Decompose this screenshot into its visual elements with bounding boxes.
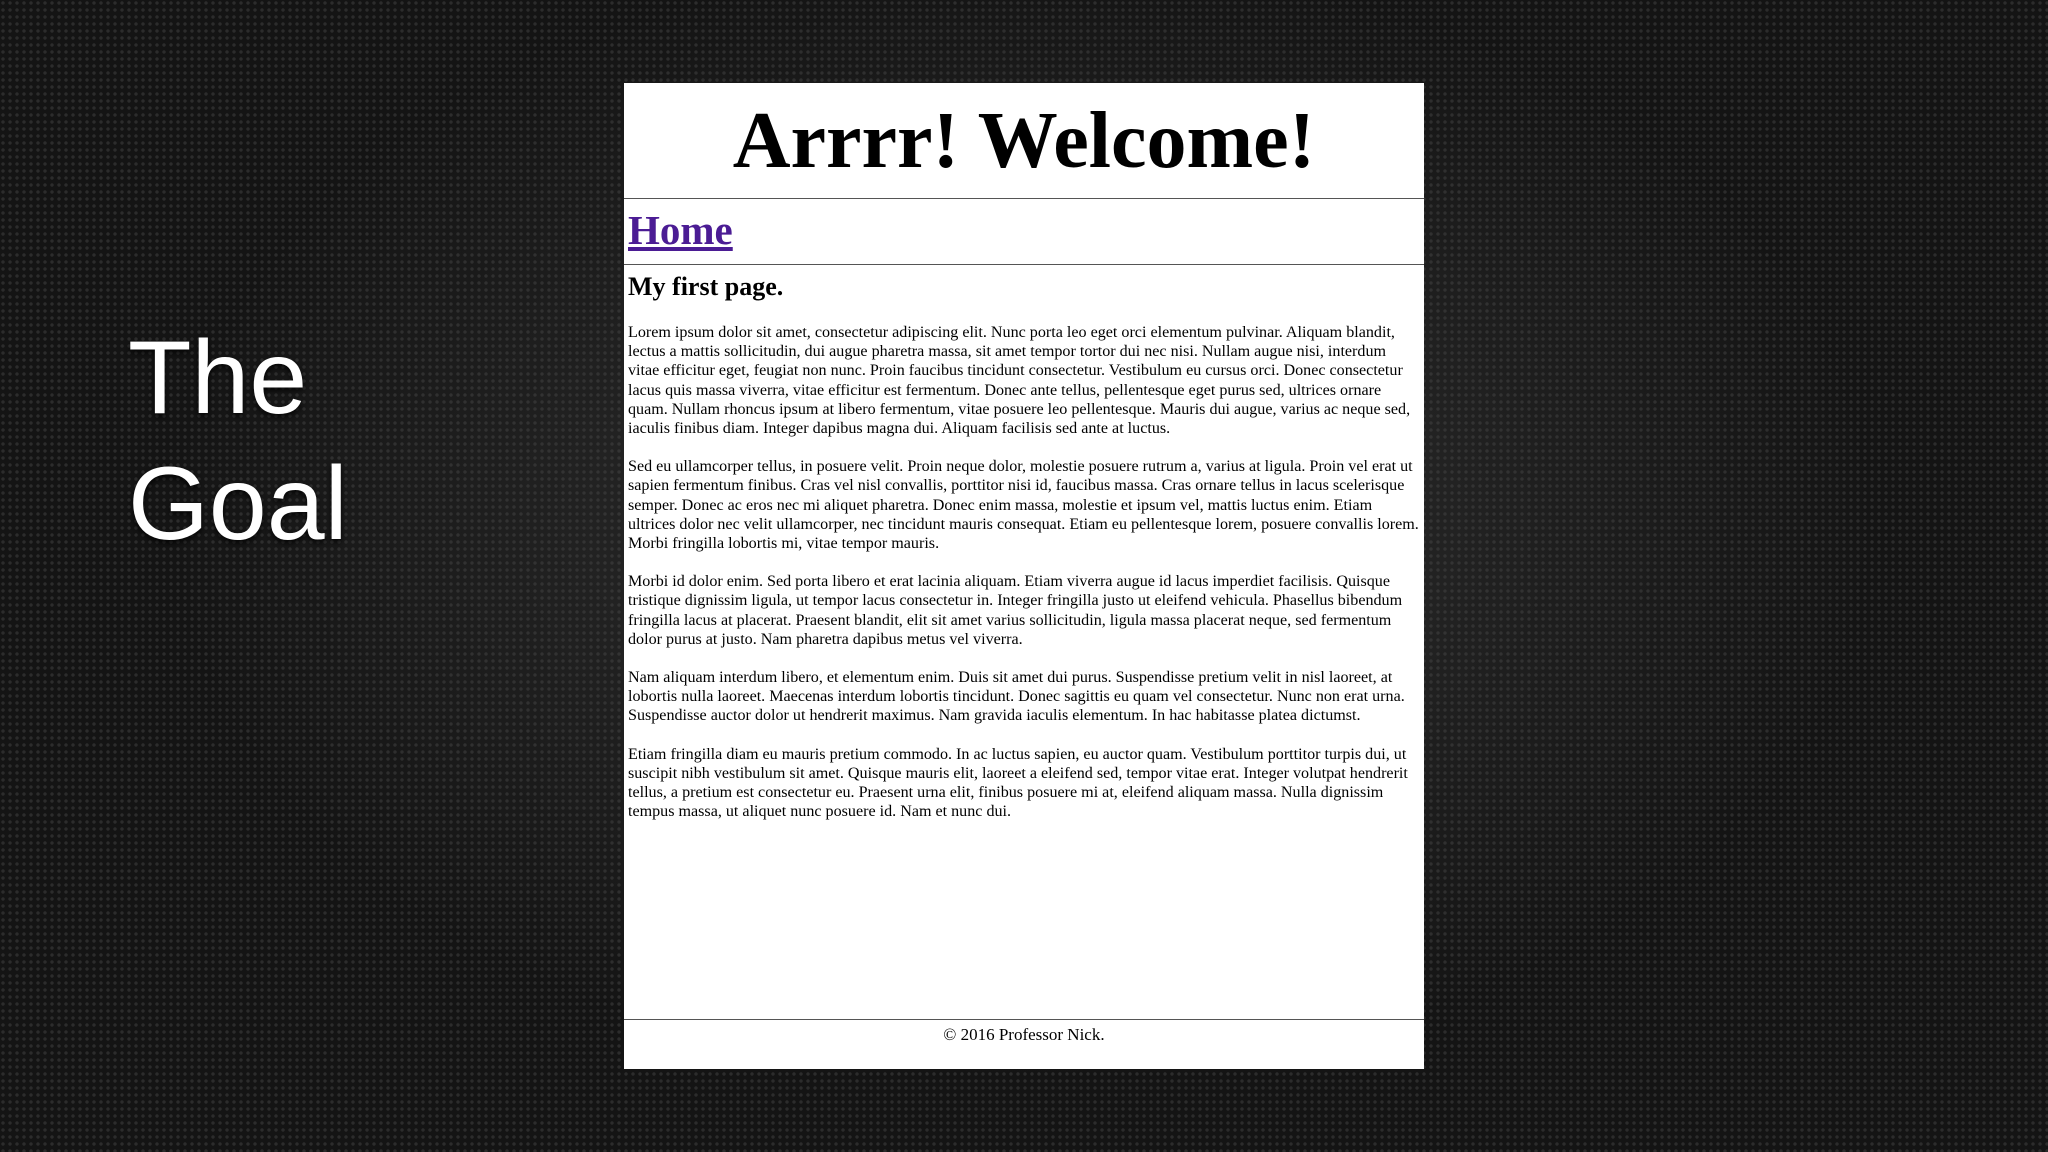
paragraph: Lorem ipsum dolor sit amet, consectetur adipiscing elit. Nunc porta leo eget orci elementum pulvinar. Aliquam blandit, lectus a mattis sollicitudin, dui augue pharetra massa, sit amet tempor tortor dui nec nisi. Nullam augue nisi, interdum vitae efficitur eget, feugiat non nunc. Proin faucibus tincidunt consectetur. Vestibulum eu cursus orci. Donec consectetur lacus quis massa viverra, vitae efficitur est fermentum. Donec ante tellus, pellentesque eget purus sed, ultrices ornare quam. Nullam rhoncus ipsum at libero fermentum, vitae posuere leo pellentesque. Mauris dui augue, varius ac neque sed, iaculis finibus diam. Integer dapibus magna dui. Aliquam facilisis sed ante at luctus.	[628, 324, 1411, 438]
page-title: Arrrr! Welcome!	[732, 97, 1316, 185]
paragraph: Morbi id dolor enim. Sed porta libero et erat lacinia aliquam. Etiam viverra augue id lacus imperdiet facilisis. Quisque tristique dignissim ligula, ut tempor lacus consectetur in. Integer fringilla justo ut eleifend vehicula. Phasellus bibendum fringilla lacus at placerat. Praesent blandit, elit sit amet varius sollicitudin, ligula massa placerat neque, sed fermentum dolor purus at justo. Nam pharetra dapibus metus vel viverra.	[628, 573, 1403, 648]
page-heading: My first page.	[628, 272, 784, 301]
paragraph: Nam aliquam interdum libero, et elementum enim. Duis sit amet dui purus. Suspendisse pretium velit in nisl laoreet, at lobortis nulla laoreet. Maecenas interdum lobortis tincidunt. Donec sagittis eu quam vel consectetur. Nunc non erat urna. Suspendisse auctor dolor ut hendrerit maximus. Nam gravida iaculis elementum. In hac habitasse platea dictumst.	[628, 669, 1405, 725]
home-link[interactable]: Home	[628, 207, 733, 253]
page-nav	[624, 199, 1424, 265]
webpage-screenshot	[624, 83, 1424, 1069]
slide-title-line-1: The	[128, 320, 308, 436]
paragraph: Sed eu ullamcorper tellus, in posuere velit. Proin neque dolor, molestie posuere rutrum a, varius at ligula. Proin vel erat ut sapien fermentum finibus. Cras vel nisl convallis, porttitor nisi id, faucibus massa. Cras ornare tellus in lacus scelerisque semper. Donec ac eros nec mi aliquet pharetra. Donec enim massa, molestie et ipsum vel, mattis luctus enim. Etiam ultrices dolor nec velit ullamcorper, nec tincidunt mauris consequat. Etiam eu pellentesque lorem, posuere convallis lorem. Morbi fringilla lobortis mi, vitae tempor mauris.	[628, 458, 1419, 553]
page-header	[624, 83, 1424, 199]
slide-title-line-2: Goal	[128, 446, 348, 562]
paragraph: Etiam fringilla diam eu mauris pretium commodo. In ac luctus sapien, eu auctor quam. Vestibulum porttitor turpis dui, ut suscipit nibh vestibulum sit amet. Quisque mauris elit, laoreet a eleifend sed, tempor vitae erat. Integer volutpat hendrerit tellus, a pretium est consectetur eu. Praesent urna elit, finibus posuere mi at, eleifend aliquam massa. Nulla dignissim tempus massa, ut aliquet nunc posuere id. Nam et nunc dui.	[628, 745, 1408, 821]
page-footer	[624, 1019, 1424, 1068]
copyright-text: © 2016 Professor Nick.	[943, 1025, 1105, 1044]
slide-title	[128, 315, 348, 567]
page-main	[624, 265, 1424, 1019]
